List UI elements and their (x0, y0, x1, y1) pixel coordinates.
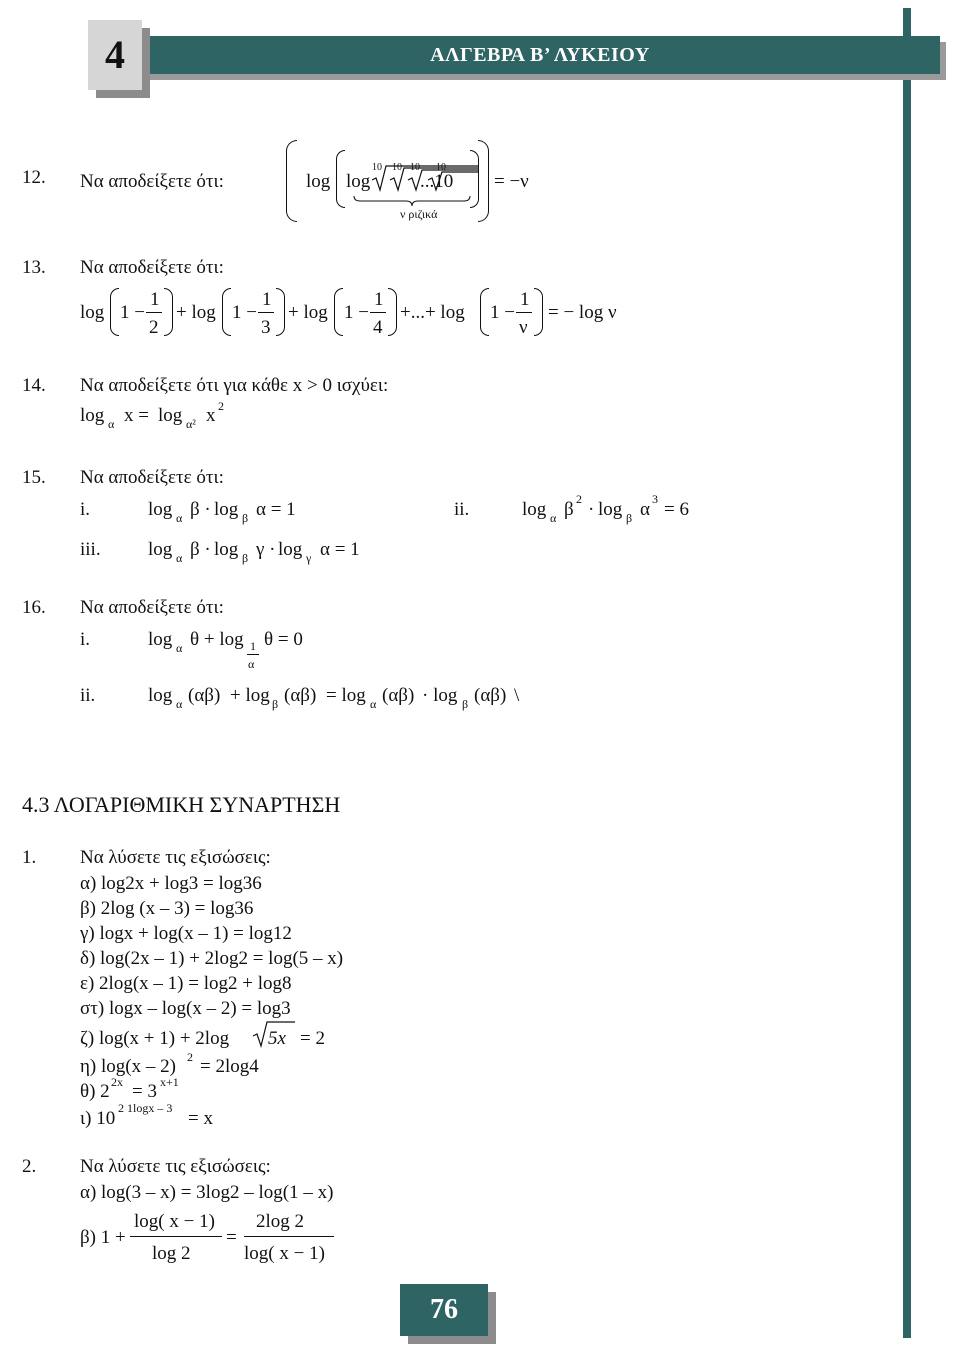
ex16-ii-ab4: (αβ) (474, 685, 507, 706)
q2-f1-fraction-bar (130, 1236, 222, 1237)
ex15-i-base1: α (176, 511, 183, 525)
q1-item-h-sup: 2 (187, 1050, 193, 1064)
q1-text: Να λύσετε τις εξισώσεις: (80, 847, 271, 868)
ex12-root-index-1: 10 (372, 162, 382, 173)
ex12-log-inner: log (346, 171, 371, 192)
ex12-underbrace (352, 194, 472, 208)
ex16-i-frac-den: α (248, 657, 255, 671)
q2-number: 2. (22, 1156, 37, 1177)
ex15-iii-beta: β · (190, 539, 211, 560)
ex16-ii-base3: α (370, 697, 377, 711)
ex15-ii-dot: · (588, 499, 595, 520)
ex13-term3-num: 1 (374, 289, 384, 310)
ex16-ii-tail: \ (514, 685, 520, 706)
ex13-term2-fraction-bar (258, 312, 274, 313)
ex16-ii-base4: β (462, 697, 469, 711)
q2-f1-num: log( x − 1) (134, 1211, 215, 1232)
q1-item-e: ε) 2log(x – 1) = log2 + log8 (80, 973, 292, 994)
ex16-ii-ab3: (αβ) (382, 685, 415, 706)
ex13-term4-paren-right (534, 288, 543, 336)
ex15-iii-gamma: γ · (256, 539, 276, 560)
ex12-number: 12. (22, 167, 46, 188)
ex14-lhs-base: α (108, 417, 115, 431)
ex15-i-base2: β (242, 511, 249, 525)
ex13-term3-paren-right (388, 288, 397, 336)
q2-f2-num: 2log 2 (256, 1211, 305, 1232)
ex14-lhs-x: x = (124, 405, 149, 426)
ex13-term3-den: 4 (373, 317, 383, 338)
ex16-i-frac-num: 1 (250, 639, 256, 653)
ex16-i-rhs: θ = 0 (264, 629, 303, 650)
q1-item-i-pre: ι) 10 (80, 1108, 116, 1129)
ex15-iii-base1: α (176, 551, 183, 565)
ex15-iii-base3: γ (306, 551, 312, 565)
ex15-iii-log3: log (278, 539, 303, 560)
ex12-outer-paren-left (286, 140, 297, 222)
ex13-term1-one: 1 − (120, 302, 145, 323)
ex13-term4-den: ν (519, 317, 528, 338)
ex13-term3-paren-left (334, 288, 343, 336)
ex12-root-index-3: 10 (410, 162, 420, 173)
ex16-ii-base2: β (272, 697, 279, 711)
ex14-text: Να αποδείξετε ότι για κάθε x > 0 ισχύει: (80, 375, 389, 396)
ex13-number: 13. (22, 257, 46, 278)
ex13-term4-log: +...+ log (400, 302, 465, 323)
ex15-iii-log2: log (214, 539, 239, 560)
q1-item-a: α) log2x + log3 = log36 (80, 873, 262, 894)
ex13-term2-log: + log (176, 302, 216, 323)
ex16-ii-plus: + log (230, 685, 270, 706)
ex15-ii-exp2: 2 (576, 492, 582, 506)
ex15-ii-beta: β (564, 499, 574, 520)
ex15-iii-rhs: α = 1 (320, 539, 360, 560)
ex13-term3-fraction-bar (370, 312, 386, 313)
ex15-text: Να αποδείξετε ότι: (80, 467, 224, 488)
ex14-rhs-exponent: 2 (218, 399, 224, 413)
ex15-iii-log1: log (148, 539, 173, 560)
ex13-term3-log: + log (288, 302, 328, 323)
q2-f1-den: log 2 (152, 1243, 191, 1264)
ex13-term4-num: 1 (520, 289, 530, 310)
ex16-ii-ab1: (αβ) (188, 685, 221, 706)
header-title: ΑΛΓΕΒΡΑ Β’ ΛΥΚΕΙΟΥ (430, 44, 650, 66)
ex12-text: Να αποδείξετε ότι: (80, 171, 224, 192)
ex13-text: Να αποδείξετε ότι: (80, 257, 224, 278)
ex15-iii-base2: β (242, 551, 249, 565)
ex13-term2-paren-right (276, 288, 285, 336)
q2-f2-den: log( x − 1) (244, 1243, 325, 1264)
ex13-term3-one: 1 − (344, 302, 369, 323)
ex13-term4-paren-left (480, 288, 489, 336)
ex14-rhs-base: α² (186, 417, 196, 431)
ex13-term4-fraction-bar (516, 312, 532, 313)
ex15-i-log1: log (148, 499, 173, 520)
ex13-term2-paren-left (222, 288, 231, 336)
q1-item-st: στ) logx – log(x – 2) = log3 (80, 998, 291, 1019)
q1-item-z-radicand: 5x (268, 1028, 286, 1049)
ex15-ii-alpha: α (640, 499, 650, 520)
ex16-text: Να αποδείξετε ότι: (80, 597, 224, 618)
ex13-term1-fraction-bar (146, 312, 162, 313)
ex15-i-rhs: α = 1 (256, 499, 296, 520)
ex15-ii-log2: log (598, 499, 623, 520)
ex16-i-log1: log (148, 629, 173, 650)
q1-item-i-post: = x (188, 1108, 213, 1129)
ex13-term1-den: 2 (149, 317, 159, 338)
q2-text: Να λύσετε τις εξισώσεις: (80, 1156, 271, 1177)
q1-item-h-pre: η) log(x – 2) (80, 1056, 176, 1077)
ex16-ii-base1: α (176, 697, 183, 711)
q2-item-b-label: β) 1 + (80, 1227, 126, 1248)
q2-f2-fraction-bar (244, 1236, 334, 1237)
ex15-i-beta: β · (190, 499, 211, 520)
ex16-i-fraction-bar (247, 654, 259, 655)
ex16-ii-ab2: (αβ) (284, 685, 317, 706)
ex14-lhs-log: log (80, 405, 105, 426)
ex12-underbrace-label: ν ριζικά (400, 207, 438, 221)
ex15-ii-base2: β (626, 511, 633, 525)
ex14-rhs-log: log (158, 405, 183, 426)
q1-item-th-mid: = 3 (132, 1081, 157, 1102)
ex12-root-index-2: 10 (392, 162, 402, 173)
q1-item-d: δ) log(2x – 1) + 2log2 = log(5 – x) (80, 948, 344, 969)
ex13-term4-one: 1 − (490, 302, 515, 323)
ex15-ii-rhs: = 6 (664, 499, 689, 520)
q1-item-th-sup1: 2x (111, 1075, 123, 1089)
q2-eq: = (226, 1227, 237, 1248)
ex13-term2-den: 3 (261, 317, 271, 338)
q1-item-b: β) 2log (x – 3) = log36 (80, 898, 254, 919)
ex15-number: 15. (22, 467, 46, 488)
ex16-i-base1: α (176, 641, 183, 655)
section-title: 4.3 ΛΟΓΑΡΙΘΜΙΚΗ ΣΥΝΑΡΤΗΣΗ (22, 792, 341, 817)
ex15-i-log2: log (214, 499, 239, 520)
ex16-ii-log1: log (148, 685, 173, 706)
q1-item-h-post: = 2log4 (200, 1056, 259, 1077)
ex16-ii-label: ii. (80, 685, 96, 706)
ex13-term1-num: 1 (150, 289, 160, 310)
ex15-ii-base1: α (550, 511, 557, 525)
ex13-term2-num: 1 (262, 289, 272, 310)
ex15-i-label: i. (80, 499, 91, 520)
ex13-term1-log: log (80, 302, 105, 323)
ex16-ii-dot: · log (422, 685, 458, 706)
ex16-number: 16. (22, 597, 46, 618)
ex16-i-label: i. (80, 629, 91, 650)
ex15-ii-exp3: 3 (652, 492, 658, 506)
ex12-inner-paren-left (336, 150, 345, 208)
ex12-log-outer: log (306, 171, 331, 192)
ex15-ii-label: ii. (454, 499, 470, 520)
q2-item-a: α) log(3 – x) = 3log2 – log(1 – x) (80, 1182, 334, 1203)
q1-item-i-sup: 2 1logx – 3 (118, 1101, 173, 1115)
q1-item-th-sup2: x+1 (160, 1075, 179, 1089)
q1-item-z-post: = 2 (300, 1028, 325, 1049)
ex12-root-index-4: 10 (436, 162, 446, 173)
page-number: 76 (400, 1284, 488, 1336)
ex14-number: 14. (22, 375, 46, 396)
ex12-rhs: = −ν (494, 171, 529, 192)
ex16-i-lhs: θ + log (190, 629, 244, 650)
ex12-radicand: ...10 (420, 171, 454, 192)
ex14-rhs-x: x (206, 405, 216, 426)
q1-item-c: γ) logx + log(x – 1) = log12 (80, 923, 292, 944)
ex13-term1-paren-right (164, 288, 173, 336)
ex16-ii-eq: = log (326, 685, 366, 706)
ex13-term1-paren-left (110, 288, 119, 336)
q1-item-z-pre: ζ) log(x + 1) + 2log (80, 1028, 230, 1049)
q1-item-th-pre: θ) 2 (80, 1081, 110, 1102)
ex13-rhs: = − log ν (548, 302, 617, 323)
ex13-term2-one: 1 − (232, 302, 257, 323)
ex15-iii-label: iii. (80, 539, 101, 560)
q1-number: 1. (22, 847, 37, 868)
right-border-bar (903, 8, 911, 1338)
ex12-outer-paren-right (478, 140, 489, 222)
chapter-number: 4 (88, 20, 142, 90)
ex15-ii-log1: log (522, 499, 547, 520)
